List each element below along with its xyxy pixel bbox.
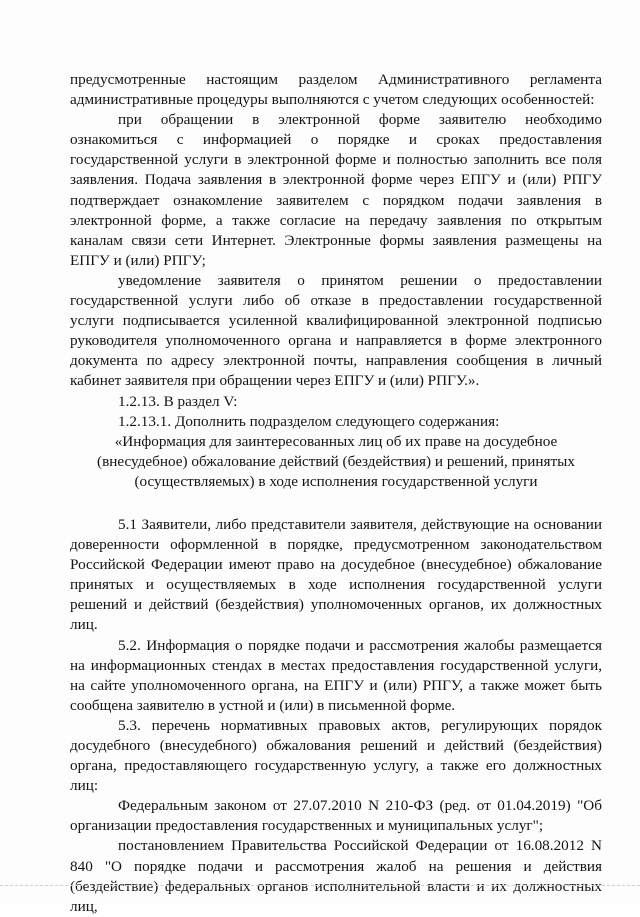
paragraph-2: при обращении в электронной форме заявителю необходимо ознакомиться с информацией о порядке и сроках предоставления государственной услуги в электронной форме и полностью заполнить все поля заявления. Подача заявления в электронной форме через ЕПГУ и (или) РПГУ подтверждает ознакомление заявителем с порядком подачи заявления в электронной форме, а также согласие на передачу заявления по открытым каналам связи сети Интернет. Электронные формы заявления размещены на ЕПГУ и (или) РПГУ; <box>70 111 602 269</box>
document-body <box>70 70 602 917</box>
section-ref: 1.2.13. В раздел V: <box>118 392 238 410</box>
subsection-heading: «Информация для заинтересованных лиц об их праве на досудебное (внесудебное) обжалование действий (бездействия) и решений, принятых (осуществляемых) в ходе исполнения государственной услуги <box>97 432 575 490</box>
paragraph-1: предусмотренные настоящим разделом Административного регламента административные процедуры выполняются с учетом следующих особенностей: <box>70 71 602 109</box>
clause-5-3: 5.3. перечень нормативных правовых актов, регулирующих порядок досудебного (внесудебного) обжалования решений и действий (бездействия) органа, предоставляющего государственную услугу, а также его должностных лиц: <box>70 716 602 795</box>
subsection-ref: 1.2.13.1. Дополнить подразделом следующего содержания: <box>118 412 500 430</box>
decree-reference-840: постановлением Правительства Российской Федерации от 16.08.2012 N 840 "О порядке подачи и рассмотрения жалоб на решения и действия (бездействие) федеральных органов исполнительной власти и их должностных лиц, <box>70 837 602 915</box>
spacer <box>70 492 602 515</box>
paragraph-3: уведомление заявителя о принятом решении о предоставлении государственной услуги либо об отказе в предоставлении государственной услуги подписывается усиленной квалифицированной электронной подписью руководителя уполномоченного органа и направляется в форме электронного документа по адресу электронной почты, направления сообщения в личный кабинет заявителя при обращении через ЕПГУ и (или) РПГУ.». <box>70 271 602 390</box>
clause-5-1: 5.1 Заявители, либо представители заявителя, действующие на основании доверенности оформленной в порядке, предусмотренном законодательством Российской Федерации имеют право на досудебное (внесудебное) обжалование принятых и осуществляемых в ходе исполнения государственной услуги решений и действий (бездействия) уполномоченных органов, их должностных лиц. <box>70 515 602 634</box>
scan-edge-line <box>0 885 640 892</box>
law-reference-210fz: Федеральным законом от 27.07.2010 N 210-ФЗ (ред. от 01.04.2019) "Об организации предоставления государственных и муниципальных услуг"; <box>70 797 602 835</box>
clause-5-2: 5.2. Информация о порядке подачи и рассмотрения жалобы размещается на информационных стендах в местах предоставления государственной услуги, на сайте уполномоченного органа, на ЕПГУ и (или) РПГУ, а также может быть сообщена заявителю в устной и (или) в письменной форме. <box>70 636 602 714</box>
